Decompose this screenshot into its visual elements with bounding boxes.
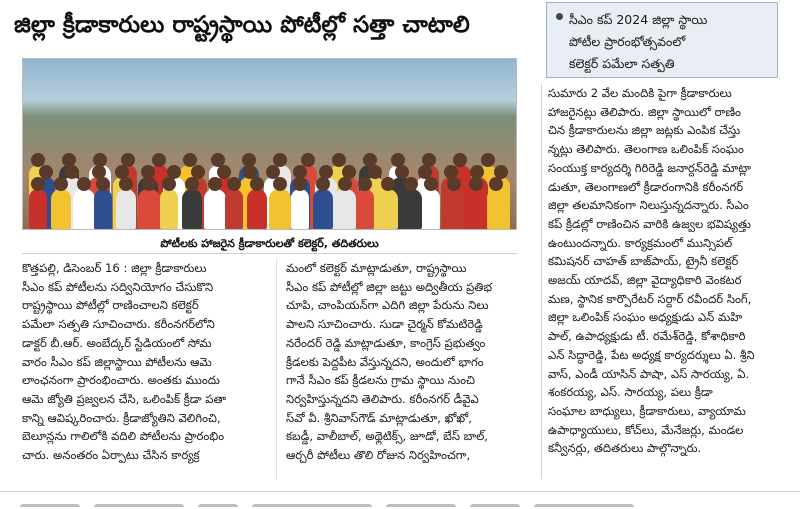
- article-line: సీఎం కప్ పోటీల్లో జిల్లా జట్టు అద్వితీయ ప్రతిభ: [286, 279, 493, 294]
- article-line: పమేలా సత్పతి సూచించారు. కరీంనగర్‌లోని: [22, 317, 215, 332]
- article-line: సుమారు 2 వేల మందికి పైగా క్రీడాకారులు: [548, 86, 732, 100]
- article-column-2: [286, 259, 536, 465]
- photo-figure-head: [217, 165, 231, 179]
- column-divider: [276, 259, 277, 479]
- sidebar-line: పోటీల ప్రారంభోత్సవంలో: [569, 34, 686, 49]
- photo-figure: [356, 189, 374, 229]
- news-photo: [22, 58, 517, 230]
- photo-figure: [51, 189, 71, 229]
- article-line: నిర్వహిస్తున్నదని తెలిపారు. కరీంనగర్ డీవైఎ: [286, 391, 479, 406]
- photo-figure: [269, 189, 291, 229]
- photo-figure-head: [273, 177, 287, 191]
- photo-figure: [378, 189, 398, 229]
- sidebar-line: కలెక్టర్ పమేలా సత్పతి: [569, 56, 675, 71]
- article-line: మంలో కలెక్టర్ మాట్లాడుతూ, రాష్ట్రస్థాయి: [286, 261, 467, 275]
- article-line: లాంఛనంగా ప్రారంభించారు. అంతకు ముందు: [22, 373, 220, 388]
- photo-figure: [94, 189, 112, 229]
- sidebar-text: [569, 9, 769, 75]
- article-line: కబడ్డీ, వాలీబాల్, అథ్లెటిక్స్, జూడో, బేస్ బాల్,: [286, 429, 488, 444]
- article-line: సీఎం కప్ పోటీలను సద్వినియోగం చేసుకొని: [22, 279, 214, 294]
- photo-figure-head: [152, 153, 166, 167]
- photo-figure: [29, 189, 47, 229]
- article-line: ఉంటుందన్నారు. కార్యక్రమంలో మున్సిపల్: [548, 235, 733, 250]
- photo-figure-head: [404, 177, 418, 191]
- article-line: ఆర్చరీ పోటీలు తొలి రోజున నిర్వహించగా,: [286, 448, 471, 463]
- article-line: సంయుక్త కార్యదర్శి గిరిరెడ్డి జనార్దన్‌రెడ్డి మాట్లా: [548, 160, 751, 175]
- photo-figure: [444, 189, 464, 229]
- article-line: అజయ్ యాదవ్, జిల్లా వైద్యాధికారి వెంకటర: [548, 273, 742, 288]
- photo-figure: [465, 189, 487, 229]
- photo-figure: [138, 189, 160, 229]
- article-line: సంఘాల బాధ్యులు, క్రీడాకారులు, వ్యాయామ: [548, 403, 746, 418]
- photo-figure-head: [77, 177, 91, 191]
- photo-caption: పోటీలకు హాజరైన క్రీడాకారులతో కలెక్టర్, తదితరులు: [22, 234, 517, 254]
- article-line: జిల్లా ఒలింపిక్ సంఘం అధ్యక్షుడు ఎన్ మహి: [548, 310, 743, 325]
- photo-figure: [204, 189, 226, 229]
- photo-figure: [116, 189, 136, 229]
- article-line: బెలూన్లను గాలిలోకి వదిలి పోటీలను ప్రారంభిం: [22, 429, 225, 444]
- sidebar-highlight-box: [546, 2, 778, 78]
- article-line: డాక్టర్ బీ.ఆర్. అంబేద్కర్ స్టేడియంలో సోమ: [22, 335, 212, 350]
- article-line: చారు. అనంతరం ఏర్పాటు చేసిన కార్యక్ర: [22, 448, 200, 463]
- photo-figure-head: [481, 153, 495, 167]
- photo-figure: [487, 189, 505, 229]
- photo-figure-head: [316, 177, 330, 191]
- article-line: పాల్, ఉపాధ్యక్షుడు టీ. రమేశ్‌రెడ్డి, కోశాధికారి: [548, 329, 746, 344]
- article-line: క్రీడలకు పెద్దపీట వేస్తున్నదని, అందులో భాగం: [286, 354, 484, 369]
- article-line: డుతూ, తెలంగాణలో క్రీడారంగానికి కరీంనగర్: [548, 179, 744, 194]
- photo-figure-head: [54, 177, 68, 191]
- photo-figure: [225, 189, 243, 229]
- article-column-3: [548, 84, 788, 458]
- sidebar-line: సీఎం కప్ 2024 జిల్లా స్థాయి: [569, 12, 708, 27]
- article-column-1: [22, 259, 266, 465]
- article-line: న్నట్లు తెలిపారు. తెలంగాణ ఒలింపిక్ సంఘం: [548, 142, 744, 157]
- article-line: రాష్ట్రస్థాయి పోటీల్లో రాణించాలని కలెక్టర్: [22, 298, 199, 313]
- photo-figure-head: [395, 165, 409, 179]
- article-line: చిన క్రీడాకారులను జిల్లా జట్లకు ఎంపిక చేస్తు: [548, 123, 741, 138]
- photo-figure-head: [453, 153, 467, 167]
- article-line: వాస్, ఎండీ యాసిన్ పాషా, ఎస్ సారయ్య, ఏ.: [548, 366, 750, 381]
- page-rule: [0, 491, 800, 492]
- article-line: జిల్లా తలమానికంగా నిలుస్తున్నదన్నారు. సీఎం: [548, 198, 749, 213]
- photo-figure: [73, 189, 95, 229]
- photo-figure: [291, 189, 309, 229]
- photo-figure: [313, 189, 333, 229]
- article-line: స్‌వో వీ. శ్రీనివాస్‌గౌడ్ మాట్లాడుతూ, ఖోఖో,: [286, 410, 472, 425]
- article-line: కమిషనర్ చాహత్ బాజ్‌పాయ్, ట్రైనీ కలెక్టర్: [548, 254, 739, 269]
- photo-figure-head: [162, 177, 176, 191]
- article-line: కొత్తపల్లి, డిసెంబర్ 16 : జిల్లా క్రీడాకారులు: [22, 261, 207, 275]
- bullet-icon: [556, 13, 563, 20]
- photo-figure-head: [447, 177, 461, 191]
- article-line: హాజరైనట్లు తెలిపారు. జిల్లా స్థాయిలో రాణిం: [548, 104, 741, 119]
- photo-figure-head: [424, 177, 438, 191]
- photo-figure-head: [293, 177, 307, 191]
- photo-figure-head: [31, 177, 45, 191]
- article-line: చూపి, చాంపియన్‌గా ఎదిగి జిల్లా పేరును నిలు: [286, 298, 489, 313]
- photo-crowd-illustration: [23, 109, 516, 229]
- article-line: ఎన్ సిద్ధారెడ్డి, పేట అధ్యక్ష కార్యదర్శులు ఏ. శ్రీని: [548, 347, 755, 362]
- photo-figure-head: [332, 153, 346, 167]
- article-line: పాలని సూచించారు. సుడా చైర్మన్ కోమటిరెడ్డి: [286, 317, 483, 332]
- headline: జిల్లా క్రీడాకారులు రాష్ట్రస్థాయి పోటీల్లో సత్తా చాటాలి: [14, 12, 470, 38]
- photo-figure: [182, 189, 202, 229]
- article-line: ఆమె జ్యోతి ప్రజ్వలన చేసి, ఒలింపిక్ క్రీడా పతా: [22, 391, 227, 406]
- photo-figure: [400, 189, 422, 229]
- photo-figure-head: [142, 177, 156, 191]
- article-line: ఉపాధ్యాయులు, కోచ్‌లు, మేనేజర్లు, మండల: [548, 422, 744, 437]
- article-line: నరేందర్ రెడ్డి మాట్లాడుతూ, కాంగ్రెస్ ప్రభుత్వం: [286, 335, 486, 350]
- article-line: మణ, స్థానిక కార్పొరేటర్ సర్దార్ రవీందర్ సింగ్,: [548, 291, 752, 306]
- photo-figure-head: [381, 177, 395, 191]
- photo-figure-head: [250, 177, 264, 191]
- article-line: కన్వీనర్లు, తదితరులు పాల్గొన్నారు.: [548, 441, 702, 456]
- photo-figure: [334, 189, 356, 229]
- article-line: శంకరయ్య, ఎస్. సారయ్య, పలు క్రీడా: [548, 385, 713, 400]
- photo-figure: [422, 189, 440, 229]
- photo-figure-head: [208, 177, 222, 191]
- next-article-fragment: [20, 495, 780, 507]
- article-line: కాన్ని ఆవిష్కరించారు. క్రీడాజ్యోతిని వెలిగించి,: [22, 410, 221, 425]
- photo-figure: [160, 189, 178, 229]
- photo-figure: [247, 189, 267, 229]
- photo-figure-head: [185, 177, 199, 191]
- column-divider: [541, 84, 542, 479]
- article-line: గానే సీఎం కప్ క్రీడలను గ్రామ స్థాయి నుంచి: [286, 373, 475, 388]
- article-line: కప్ క్రీడల్లో రాణించిన వారికి ఉజ్వల భవిష్యత్తు: [548, 216, 751, 231]
- article-line: వారం సీఎం కప్ జిల్లాస్థాయి పోటీలను ఆమె: [22, 354, 212, 369]
